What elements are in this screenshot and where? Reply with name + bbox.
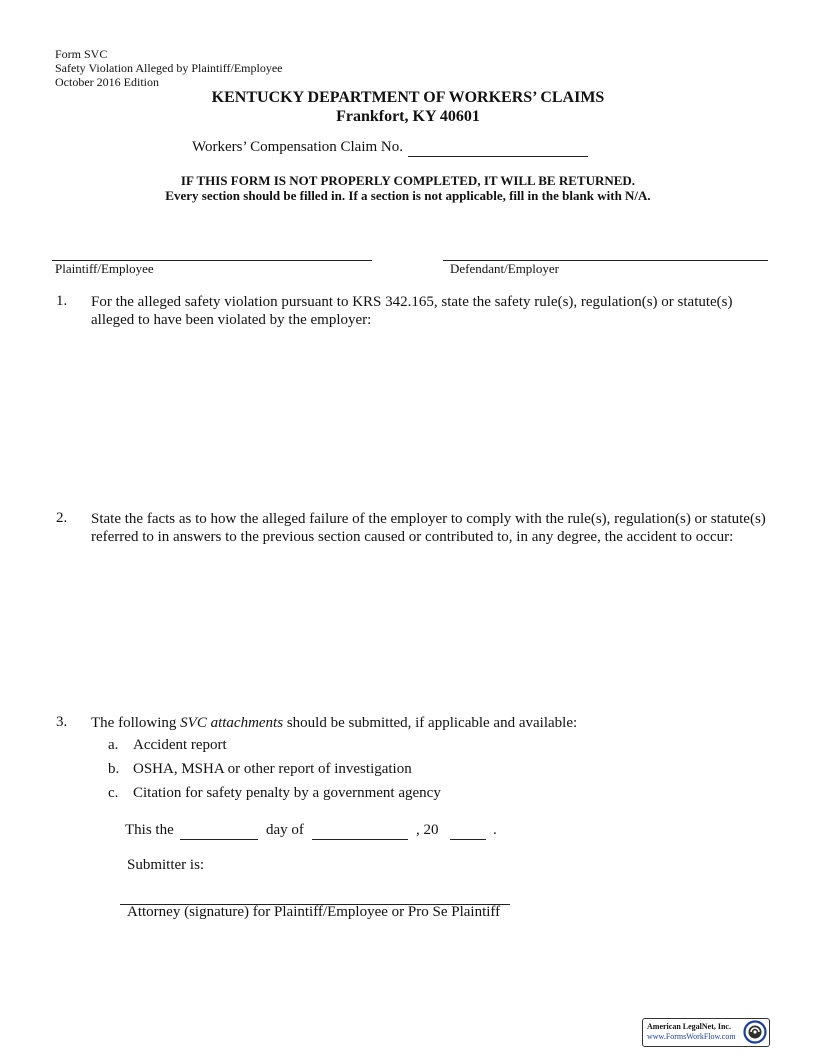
section-2-text-line1: State the facts as to how the alleged failure of the employer to comply with the rule(s), regulation(s) or statute(s) bbox=[91, 511, 766, 527]
this-the-label: This the bbox=[125, 822, 174, 838]
section-1-number: 1. bbox=[56, 293, 68, 309]
section-3-intro-italic: SVC attachments bbox=[180, 715, 284, 731]
section-3-intro-after: should be submitted, if applicable and available: bbox=[283, 715, 578, 731]
form-title: Safety Violation Alleged by Plaintiff/Employee bbox=[55, 61, 283, 75]
section-2-answer-area[interactable] bbox=[91, 552, 761, 702]
section-2-number: 2. bbox=[56, 510, 68, 526]
date-period: . bbox=[493, 822, 497, 838]
claim-number-field[interactable] bbox=[408, 156, 588, 157]
attachment-b-text: OSHA, MSHA or other report of investigation bbox=[133, 761, 412, 777]
warning-text: IF THIS FORM IS NOT PROPERLY COMPLETED, IT WILL BE RETURNED. bbox=[180, 173, 636, 188]
attachment-c-letter: c. bbox=[108, 785, 119, 801]
day-of-label: day of bbox=[266, 822, 304, 838]
form-code: Form SVC bbox=[55, 47, 108, 61]
agency-location: Frankfort, KY 40601 bbox=[336, 108, 480, 125]
attachment-c-text: Citation for safety penalty by a government agency bbox=[133, 785, 441, 801]
section-3-number: 3. bbox=[56, 714, 68, 730]
plaintiff-label: Plaintiff/Employee bbox=[55, 261, 154, 276]
attachment-b-letter: b. bbox=[108, 761, 120, 777]
form-edition: October 2016 Edition bbox=[55, 75, 159, 89]
year-field[interactable] bbox=[450, 839, 486, 840]
logo-company-name: American LegalNet, Inc. bbox=[647, 1022, 731, 1031]
section-1-answer-area[interactable] bbox=[91, 335, 761, 500]
attachment-a-text: Accident report bbox=[133, 737, 227, 753]
instruction-note: Every section should be filled in. If a section is not applicable, fill in the blank with N/A. bbox=[165, 188, 651, 203]
submitter-label: Submitter is: bbox=[127, 857, 205, 873]
attorney-signature-label: Attorney (signature) for Plaintiff/Employee or Pro Se Plaintiff bbox=[127, 904, 501, 920]
section-3-intro-before: The following bbox=[91, 715, 181, 731]
section-2-text-line2: referred to in answers to the previous section caused or contributed to, in any degree, the accident to occur: bbox=[91, 529, 734, 545]
month-field[interactable] bbox=[312, 839, 408, 840]
american-legalnet-logo[interactable] bbox=[642, 1018, 770, 1047]
section-1-text-line2: alleged to have been violated by the employer: bbox=[91, 312, 372, 328]
section-1-text-line1: For the alleged safety violation pursuant to KRS 342.165, state the safety rule(s), regulation(s) or statute(s) bbox=[91, 294, 733, 310]
circular-logo-icon bbox=[743, 1020, 767, 1049]
defendant-label: Defendant/Employer bbox=[450, 261, 560, 276]
year-prefix-label: , 20 bbox=[416, 822, 439, 838]
logo-url: www.FormsWorkFlow.com bbox=[647, 1032, 736, 1041]
section-3-intro bbox=[91, 714, 577, 732]
attachment-a-letter: a. bbox=[108, 737, 119, 753]
claim-number-label: Workers’ Compensation Claim No. bbox=[192, 139, 403, 155]
day-field[interactable] bbox=[180, 839, 258, 840]
agency-name: KENTUCKY DEPARTMENT OF WORKERS’ CLAIMS bbox=[211, 89, 605, 106]
